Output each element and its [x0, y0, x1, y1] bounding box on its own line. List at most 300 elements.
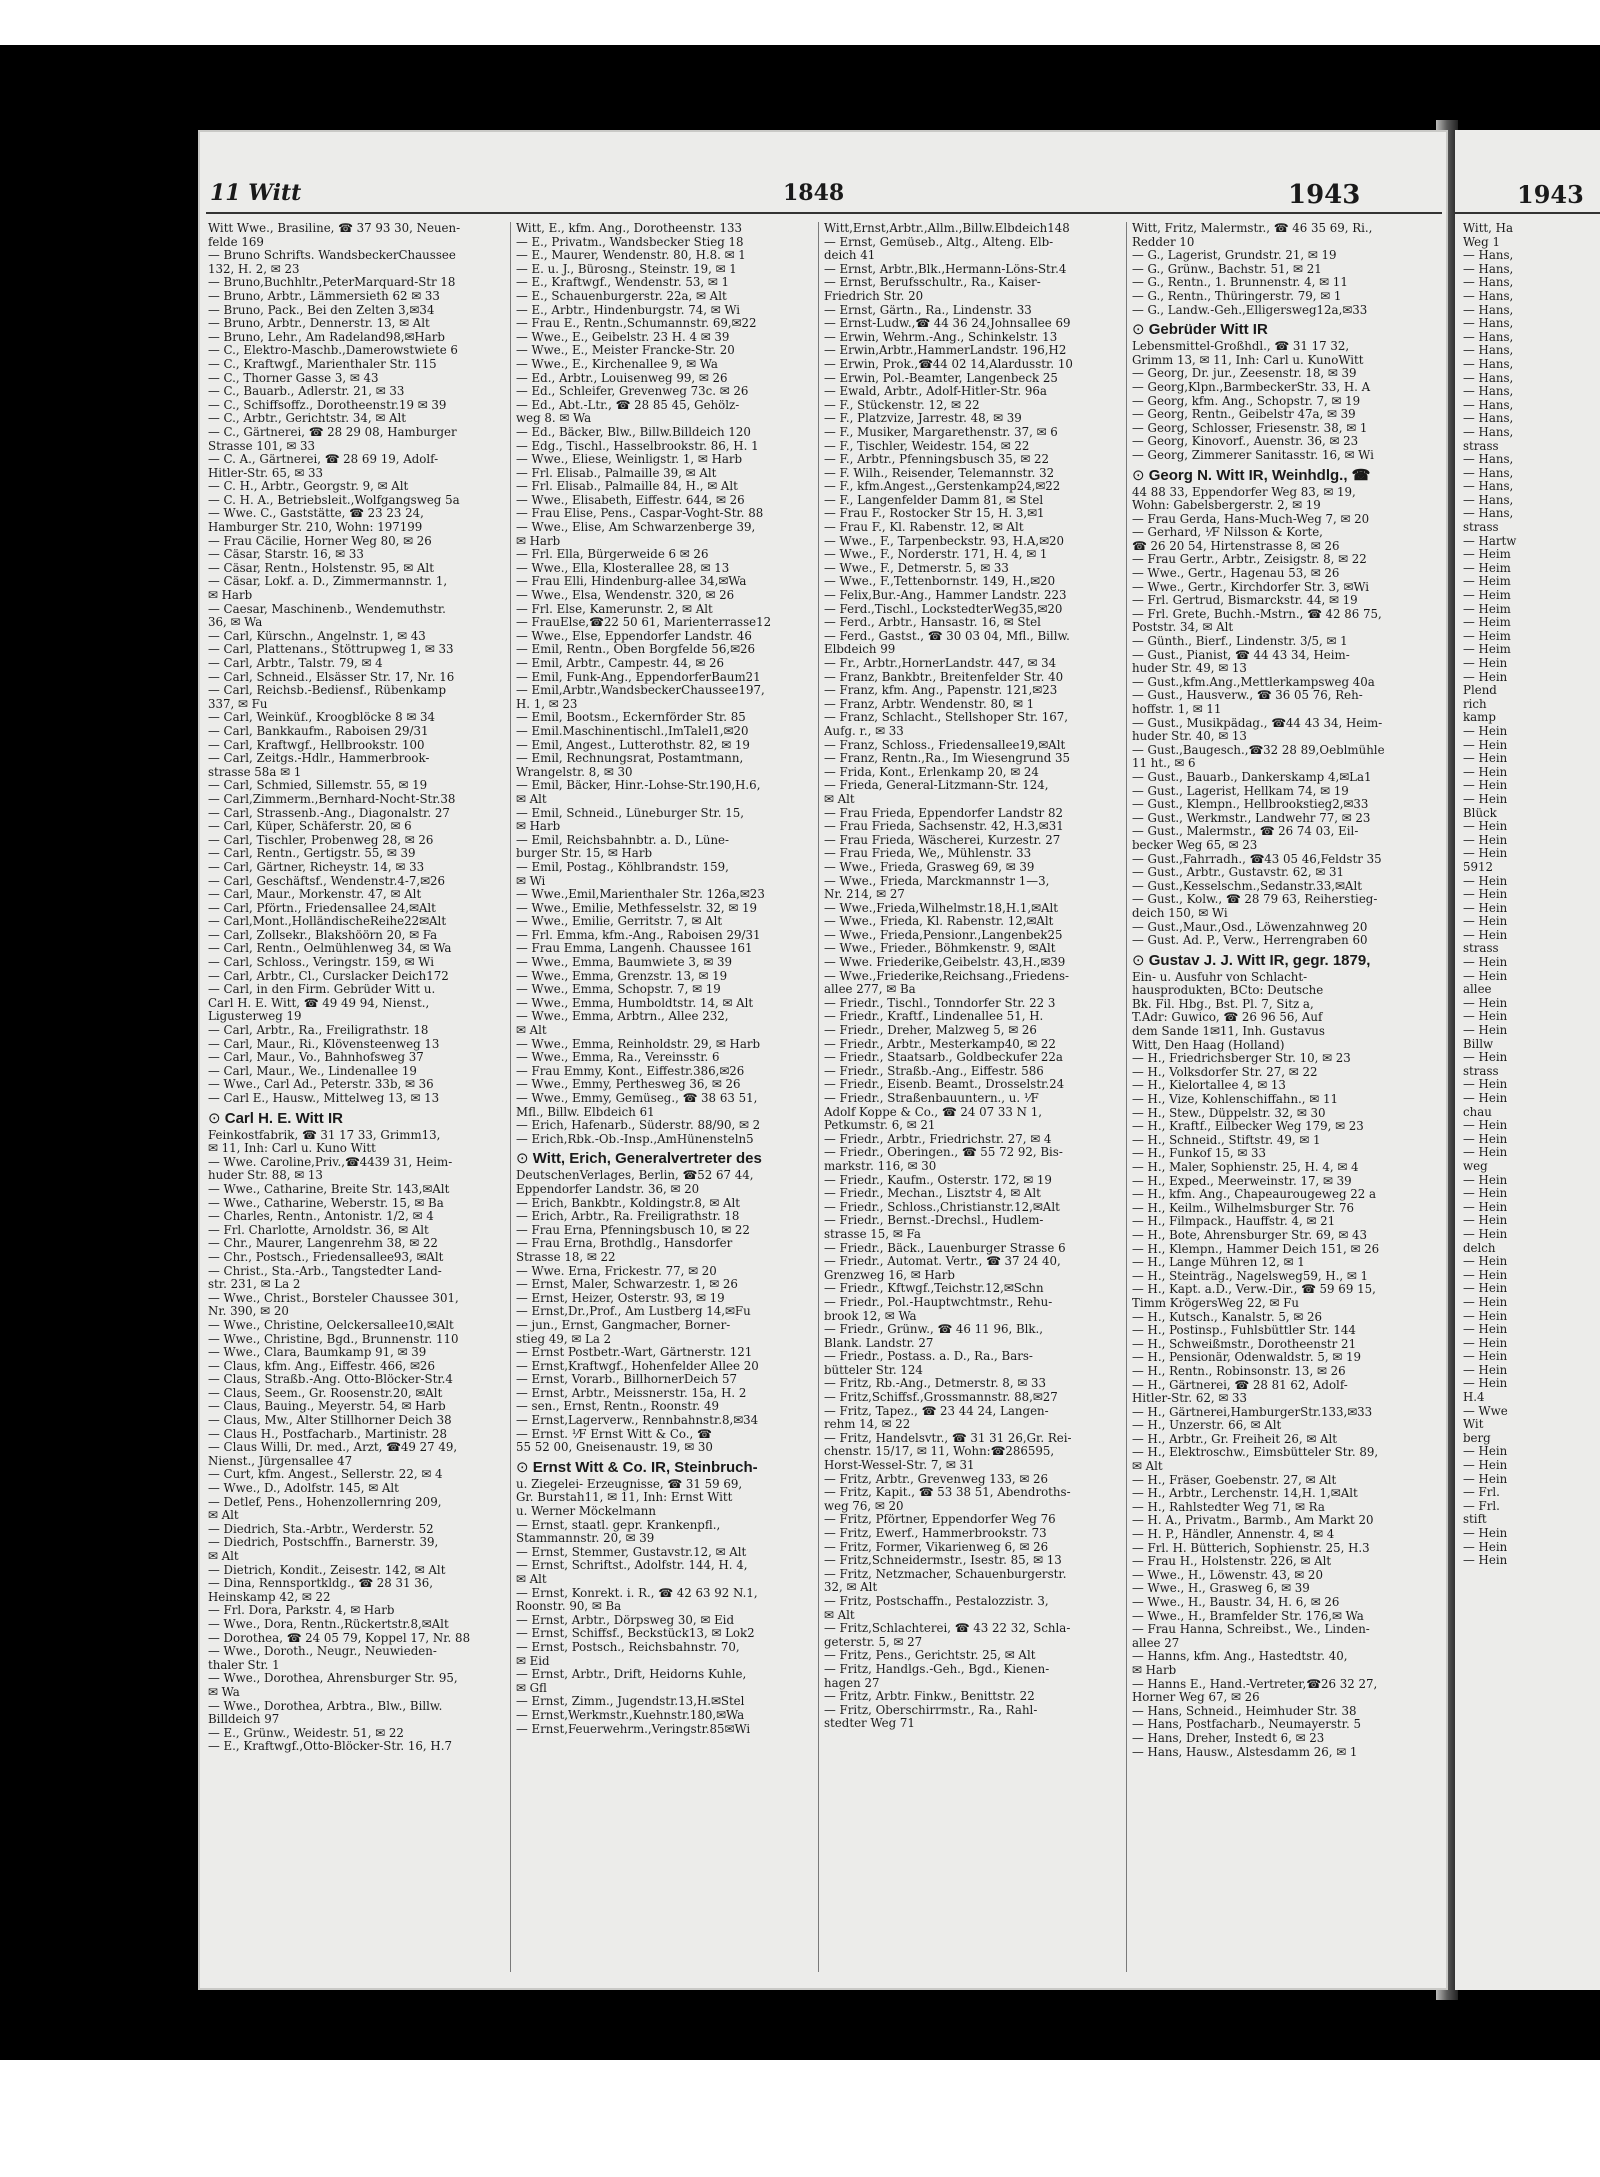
directory-entry: — Carl, in den Firm. Gebrüder Witt u.	[208, 983, 436, 997]
directory-entry: — H., Gärtnerei, ☎ 28 81 62, Adolf-	[1132, 1378, 1348, 1392]
directory-entry: — Friedr., Mechan., Lisztstr 4, ✉ Alt	[824, 1187, 1041, 1201]
directory-entry: — Claus, Mw., Alter Stillhorner Deich 38	[208, 1414, 452, 1428]
directory-entry: — Wwe., H., Baustr. 34, H. 6, ✉ 26	[1132, 1596, 1340, 1609]
directory-entry: stift	[1463, 1512, 1487, 1527]
directory-entry: — Fritz, Rb.-Ang., Detmerstr. 8, ✉ 33	[824, 1377, 1046, 1391]
directory-entry: Grenzweg 16, ✉ Harb	[824, 1268, 955, 1282]
directory-entry: markstr. 116, ✉ 30	[824, 1159, 937, 1173]
directory-entry: — Chr., Maurer, Langenrehm 38, ✉ 22	[208, 1237, 438, 1251]
directory-entry: — Hein	[1463, 1308, 1508, 1323]
directory-entry: — Wwe., F.,Tettenbornstr. 149, H.,✉20	[824, 575, 1056, 589]
column-divider	[1126, 222, 1127, 1972]
directory-entry: Ein- u. Ausfuhr von Schlacht-	[1132, 970, 1308, 984]
directory-entry: — Carl E., Hausw., Mittelweg 13, ✉ 13	[208, 1092, 440, 1105]
directory-entry: — Fritz, Arbtr. Finkw., Benittstr. 22	[824, 1690, 1035, 1704]
directory-entry: — Ernst-Ludw.,☎ 44 36 24,Johnsallee 69	[824, 317, 1071, 331]
directory-entry: ✉ Gfl	[516, 1681, 547, 1695]
directory-entry: — Wwe., Dorothea, Ahrensburger Str. 95,	[208, 1672, 458, 1686]
directory-entry: — Erwin, Wehrm.-Ang., Schinkelstr. 13	[824, 330, 1058, 344]
directory-entry: Poststr. 34, ✉ Alt	[1132, 621, 1234, 635]
directory-entry: — Frl. H. Bütterich, Sophienstr. 25, H.3	[1132, 1541, 1370, 1555]
directory-entry: — Ewald, Arbtr., Adolf-Hitler-Str. 96a	[824, 385, 1047, 399]
directory-entry: — Gust., Lagerist, Hellkam 74, ✉ 19	[1132, 784, 1349, 798]
directory-entry: 132, H. 2, ✉ 23	[208, 262, 300, 276]
directory-entry: — Hein	[1463, 1281, 1508, 1296]
directory-entry: ✉ Harb	[516, 820, 561, 834]
directory-entry: — Gust., Arbtr., Gustavstr. 62, ✉ 31	[1132, 866, 1344, 880]
directory-entry: — Gust., Kolw., ☎ 28 79 63, Reiherstieg-	[1132, 893, 1378, 907]
directory-entry: — H., Stew., Düppelstr. 32, ✉ 30	[1132, 1106, 1326, 1120]
directory-entry: — Hans, Dreher, Instedt 6, ✉ 23	[1132, 1731, 1325, 1745]
directory-entry: — Friedr., Staatsarb., Goldbeckufer 22a	[824, 1051, 1063, 1065]
directory-entry: — Wwe. Caroline,Priv.,☎4439 31, Heim-	[208, 1155, 453, 1169]
directory-entry: — E. u. J., Bürosng., Steinstr. 19, ✉ 1	[516, 262, 737, 276]
directory-entry: ✉ Wa	[208, 1685, 240, 1699]
directory-entry: — Wwe., Emma, Ra., Vereinsstr. 6	[516, 1051, 720, 1065]
directory-entry: — H., Gärtnerei,HamburgerStr.133,✉33	[1132, 1405, 1373, 1419]
directory-entry: — Ferd., Gastst., ☎ 30 03 04, Mfl., Billw.	[824, 629, 1070, 643]
directory-entry: — Wwe., Emma, Grenzstr. 13, ✉ 19	[516, 969, 728, 983]
directory-entry: — H., Arbtr., Lerchenstr. 14,H. 1,✉Alt	[1132, 1487, 1358, 1501]
directory-entry: — Wwe., E., Meister Francke-Str. 20	[516, 344, 735, 358]
directory-entry: — Hein	[1463, 1553, 1508, 1568]
directory-entry: — Carl, Schmied, Sillemstr. 55, ✉ 19	[208, 779, 428, 793]
directory-entry: Witt, Fritz, Malermstr., ☎ 46 35 69, Ri.,	[1132, 222, 1373, 235]
directory-entry: — Fritz, Oberschirrmstr., Ra., Rahl-	[824, 1703, 1038, 1717]
directory-entry: — Bruno, Lehr., Am Radeland98,✉Harb	[208, 330, 445, 344]
directory-entry: — Carl, Reichsb.-Bediensf., Rübenkamp	[208, 684, 447, 698]
directory-entry: — Wwe., Emmy, Perthesweg 36, ✉ 26	[516, 1078, 741, 1092]
directory-entry: — Carl, Küper, Schäferstr. 20, ✉ 6	[208, 820, 412, 834]
directory-entry: — Ed., Schleifer, Grevenweg 73c. ✉ 26	[516, 385, 749, 399]
directory-entry: — Hein	[1463, 1444, 1508, 1459]
directory-entry: — Friedr., Bernst.-Drechsl., Hudlem-	[824, 1214, 1044, 1228]
directory-entry: — Fritz, Pförtner, Eppendorfer Weg 76	[824, 1513, 1056, 1527]
firm-heading: ⊙ Georg N. Witt IR, Weinhdlg., ☎	[1132, 466, 1428, 486]
directory-entry: — Ernst, Arbtr., Meissnerstr. 15a, H. 2	[516, 1386, 747, 1400]
directory-entry: strass	[1463, 941, 1499, 956]
directory-entry: — Frau Gerda, Hans-Much-Weg 7, ✉ 20	[1132, 512, 1370, 526]
directory-entry: — Wwe., Elsa, Wendenstr. 320, ✉ 26	[516, 589, 735, 603]
directory-entry: — Hein	[1463, 764, 1508, 779]
directory-entry: — Christ., Sta.-Arb., Tangstedter Land-	[208, 1264, 442, 1278]
directory-entry: — Frau Erna, Brothdlg., Hansdorfer	[516, 1237, 733, 1251]
directory-entry: 55 52 00, Gneisenaustr. 19, ✉ 30	[516, 1441, 713, 1455]
directory-entry: — Ernst, Gemüseb., Altg., Alteng. Elb-	[824, 235, 1054, 249]
directory-entry: — Emil, Angest., Lutterothstr. 82, ✉ 19	[516, 738, 750, 752]
directory-entry: — Georg, Schlosser, Friesenstr. 38, ✉ 1	[1132, 421, 1368, 435]
directory-entry: felde 169	[208, 235, 264, 249]
directory-entry: — Ferd.,Tischl., LockstedterWeg35,✉20	[824, 602, 1063, 616]
directory-entry: — Wwe., Gertr., Kirchdorfer Str. 3, ✉Wi	[1132, 580, 1370, 594]
directory-entry: — Ernst, Schiffsf., Beckstück13, ✉ Lok2	[516, 1627, 755, 1641]
directory-column-2	[516, 222, 812, 1982]
directory-entry: — Wwe., Frieda, Kl. Rabenstr. 12,✉Alt	[824, 915, 1054, 929]
directory-entry: — Diedrich, Postschffn., Barnerstr. 39,	[208, 1536, 439, 1550]
directory-entry: — Hein	[1463, 1526, 1508, 1540]
directory-entry: strasse 58a ✉ 1	[208, 765, 302, 779]
directory-entry: H. 1, ✉ 23	[516, 697, 578, 711]
directory-entry: — Hein	[1463, 1226, 1508, 1241]
directory-entry: — Ernst, Berufsschultr., Ra., Kaiser-	[824, 276, 1041, 290]
directory-entry: Horst-Wessel-Str. 7, ✉ 31	[824, 1459, 975, 1473]
directory-entry: — Emil,Arbtr.,WandsbeckerChaussee197,	[516, 684, 765, 698]
directory-entry: — Wwe.,Frieda,Wilhelmstr.18,H.1,✉Alt	[824, 901, 1059, 915]
directory-entry: — F., Stückenstr. 12, ✉ 22	[824, 398, 980, 412]
directory-entry: — Friedr., Pol.-Hauptwchtmstr., Rehu-	[824, 1295, 1053, 1309]
directory-entry: — Hein	[1463, 751, 1508, 766]
directory-entry: — H., Steinträg., Nagelsweg59, H., ✉ 1	[1132, 1269, 1369, 1283]
directory-entry: — Hans, Hausw., Alstesdamm 26, ✉ 1	[1132, 1745, 1358, 1759]
directory-entry: Plend	[1463, 683, 1497, 698]
directory-entry: — Franz, Arbtr. Wendenstr. 80, ✉ 1	[824, 697, 1035, 711]
directory-entry: — G., Rentn., Thüringerstr. 79, ✉ 1	[1132, 289, 1342, 303]
directory-entry: — Frl.	[1463, 1485, 1500, 1500]
directory-entry: — Frau H., Holstenstr. 226, ✉ Alt	[1132, 1555, 1332, 1569]
directory-entry: — C., Bauarb., Adlerstr. 21, ✉ 33	[208, 385, 405, 399]
directory-entry: — Frau Frieda, Eppendorfer Landstr 82	[824, 806, 1063, 820]
directory-entry: — Bruno, Arbtr., Dennerstr. 13, ✉ Alt	[208, 317, 430, 331]
directory-entry: — F., kfm.Angest.,,Gerstenkamp24,✉22	[824, 480, 1061, 494]
directory-entry: — Hein	[1463, 1199, 1508, 1214]
directory-entry: becker Weg 65, ✉ 23	[1132, 838, 1258, 852]
directory-entry: — Fritz, Handelsvtr., ☎ 31 31 26,Gr. Rei-	[824, 1431, 1072, 1445]
directory-entry: — Wwe., Emma, Baumwiete 3, ✉ 39	[516, 956, 732, 970]
directory-entry: — Frieda, General-Litzmann-Str. 124,	[824, 779, 1049, 793]
directory-entry: — F., Tischler, Weidestr. 154, ✉ 22	[824, 439, 1030, 453]
directory-entry: strass	[1463, 520, 1499, 535]
directory-entry: ✉ Wi	[516, 874, 546, 888]
directory-entry: — Gust.,Kesselschm.,Sedanstr.33,✉Alt	[1132, 879, 1362, 893]
directory-entry: — Hans,	[1463, 384, 1514, 399]
directory-entry: deich 150, ✉ Wi	[1132, 906, 1228, 920]
directory-entry: — Franz, Schloss., Friedensallee19,✉Alt	[824, 738, 1066, 752]
directory-entry: Witt,Ernst,Arbtr.,Allm.,Billw.Elbdeich148	[824, 222, 1070, 235]
directory-entry: — Emil, Schneid., Lüneburger Str. 15,	[516, 806, 744, 820]
directory-entry: — Claus, Bauing., Meyerstr. 54, ✉ Harb	[208, 1400, 446, 1414]
directory-entry: — H., Arbtr., Gr. Freiheit 26, ✉ Alt	[1132, 1432, 1337, 1446]
directory-entry: — Friedr., Kftwgf.,Teichstr.12,✉Schn	[824, 1282, 1044, 1296]
directory-entry: chenstr. 15/17, ✉ 11, Wohn:☎286595,	[824, 1445, 1055, 1459]
directory-entry: — Fritz,Schneidermstr., Isestr. 85, ✉ 13	[824, 1554, 1062, 1568]
directory-entry: weg 8. ✉ Wa	[516, 412, 592, 426]
directory-entry: — Georg, kfm. Ang., Schopstr. 7, ✉ 19	[1132, 394, 1361, 408]
firm-heading: ⊙ Ernst Witt & Co. IR, Steinbruch-	[516, 1458, 812, 1478]
directory-entry: — Emil, Rechnungsrat, Postamtmann,	[516, 752, 744, 766]
firm-heading: ⊙ Carl H. E. Witt IR	[208, 1109, 504, 1129]
directory-entry: ✉ 11, Inh: Carl u. Kuno Witt	[208, 1142, 376, 1156]
firm-heading: ⊙ Witt, Erich, Generalvertreter des	[516, 1149, 812, 1169]
directory-entry: — H., Volksdorfer Str. 27, ✉ 22	[1132, 1065, 1318, 1079]
directory-entry: — Gust., Malermstr., ☎ 26 74 03, Eil-	[1132, 825, 1359, 839]
directory-entry: — Carl, Rentn., Gertigstr. 55, ✉ 39	[208, 847, 416, 861]
directory-entry: Hitler-Str. 62, ✉ 33	[1132, 1392, 1248, 1406]
directory-entry: — H., Klempn., Hammer Deich 151, ✉ 26	[1132, 1242, 1380, 1256]
directory-entry: Witt, Ha	[1463, 222, 1513, 235]
directory-entry: — Frau F., Rostocker Str 15, H. 3,✉1	[824, 507, 1045, 521]
directory-entry: — Fritz, Arbtr., Grevenweg 133, ✉ 26	[824, 1472, 1048, 1486]
directory-entry: — Carl, Bankkaufm., Raboisen 29/31	[208, 724, 429, 738]
directory-entry: hoffstr. 1, ✉ 11	[1132, 703, 1222, 716]
directory-entry: — Carl, Maur., Vo., Bahnhofsweg 37	[208, 1051, 424, 1065]
directory-entry: — Hans,	[1463, 506, 1514, 521]
directory-entry: — Ernst, Arbtr., Dörpsweg 30, ✉ Eid	[516, 1613, 735, 1627]
directory-entry: — Ernst, Maler, Schwarzestr. 1, ✉ 26	[516, 1278, 738, 1292]
directory-entry: — Wwe., F., Detmerstr. 5, ✉ 33	[824, 561, 1009, 575]
directory-entry: DeutschenVerlages, Berlin, ☎52 67 44,	[516, 1169, 754, 1183]
directory-entry: — C., Arbtr., Gerichtstr. 34, ✉ Alt	[208, 412, 407, 426]
directory-entry: rehm 14, ✉ 22	[824, 1418, 911, 1432]
directory-entry: — Hans,	[1463, 397, 1514, 412]
directory-entry: 44 88 33, Eppendorfer Weg 83, ✉ 19,	[1132, 485, 1356, 499]
directory-entry: — H., Keilm., Wilhelmsburger Str. 76	[1132, 1201, 1354, 1215]
directory-entry: — Carl, Schneid., Elsässer Str. 17, Nr. 16	[208, 670, 455, 684]
directory-entry: Nr. 214, ✉ 27	[824, 888, 905, 902]
directory-entry: — Erwin, Prok.,☎44 02 14,Alardusstr. 10	[824, 357, 1073, 371]
directory-entry: — Ernst Postbetr.-Wart, Gärtnerstr. 121	[516, 1346, 753, 1360]
directory-entry: — Friedr., Dreher, Malzweg 5, ✉ 26	[824, 1024, 1037, 1038]
directory-entry: — Hein	[1463, 1376, 1508, 1391]
directory-entry: — Wwe., Gertr., Hagenau 53, ✉ 26	[1132, 567, 1340, 581]
directory-entry: — Caesar, Maschinenb., Wendemuthstr.	[208, 602, 446, 616]
directory-entry: — Hans,	[1463, 275, 1514, 290]
directory-entry: — Friedr., Oberingen., ☎ 55 72 92, Bis-	[824, 1146, 1063, 1160]
directory-entry: — Frau Emmy, Kont., Eiffestr.386,✉26	[516, 1064, 745, 1078]
column-divider	[510, 222, 511, 1972]
directory-entry: — Wwe., Elise, Am Schwarzenberge 39,	[516, 521, 756, 535]
directory-entry: — Hein	[1463, 1349, 1508, 1364]
directory-entry: — Hein	[1463, 1050, 1508, 1065]
directory-entry: — Hans,	[1463, 356, 1514, 371]
directory-entry: — Hans,	[1463, 492, 1514, 507]
directory-entry: — C., Elektro-Maschb.,Damerowstwiete 6	[208, 344, 458, 358]
directory-entry: — Hein	[1463, 1254, 1508, 1269]
directory-entry: — Friedr., Bäck., Lauenburger Strasse 6	[824, 1241, 1066, 1255]
directory-entry: — Wwe., Doroth., Neugr., Neuwieden-	[208, 1645, 437, 1659]
directory-entry: — Carl, Strassenb.-Ang., Diagonalstr. 27	[208, 806, 450, 820]
directory-entry: — Friedr., Schloss.,Christianstr.12,✉Alt	[824, 1200, 1060, 1214]
directory-entry: — Wwe., Frieda, Marckmannstr 1—3,	[824, 874, 1050, 888]
directory-entry: — Hein	[1463, 927, 1508, 942]
directory-entry: — Edg., Tischl., Hasselbrookstr. 86, H. 1	[516, 439, 759, 453]
directory-entry: ☎ 26 20 54, Hirtenstrasse 8, ✉ 26	[1132, 539, 1340, 553]
directory-entry: — Hein	[1463, 900, 1508, 915]
directory-entry: delch	[1463, 1240, 1496, 1255]
directory-entry: — Carl, Weinküf., Kroogblöcke 8 ✉ 34	[208, 711, 435, 725]
directory-entry: — Hein	[1463, 1186, 1508, 1201]
directory-entry: — Hein	[1463, 1322, 1508, 1337]
directory-entry: — C., Schiffsoffz., Dorotheenstr.19 ✉ 39	[208, 398, 447, 412]
directory-entry: — Friedr., Postass. a. D., Ra., Bars-	[824, 1350, 1033, 1364]
directory-entry: — Hans, Schneid., Heimhuder Str. 38	[1132, 1704, 1357, 1718]
directory-entry: — Wwe., Emma, Schopstr. 7, ✉ 19	[516, 983, 721, 997]
directory-entry: — C. A., Gärtnerei, ☎ 28 69 19, Adolf-	[208, 453, 439, 467]
directory-entry: — Frau Frieda, We,, Mühlenstr. 33	[824, 847, 1032, 861]
directory-entry: — Erich, Bankbtr., Koldingstr.8, ✉ Alt	[516, 1196, 741, 1210]
directory-entry: — Hein	[1463, 887, 1508, 902]
directory-entry: — Carl, Zeitgs.-Hdlr., Hammerbrook-	[208, 752, 430, 766]
directory-entry: Hitler-Str. 65, ✉ 33	[208, 466, 324, 480]
directory-entry: — Hein	[1463, 846, 1508, 861]
directory-entry: — Wwe. C., Gaststätte, ☎ 23 23 24,	[208, 507, 424, 521]
directory-entry: — Gust., Pianist, ☎ 44 43 34, Heim-	[1132, 648, 1350, 662]
directory-entry: — Hein	[1463, 737, 1508, 752]
directory-entry: — H., Elektroschw., Eimsbütteler Str. 89,	[1132, 1446, 1379, 1460]
directory-entry: — Hein	[1463, 968, 1508, 983]
directory-entry: — Ernst, Gärtn., Ra., Lindenstr. 33	[824, 303, 1032, 317]
directory-entry: — Hein	[1463, 1077, 1508, 1092]
directory-entry: — Hanns E., Hand.-Vertreter,☎26 32 27,	[1132, 1677, 1378, 1691]
directory-entry: — Ferd., Arbtr., Hansastr. 16, ✉ Stel	[824, 616, 1041, 630]
directory-entry: — Dorothea, ☎ 24 05 79, Koppel 17, Nr. 88	[208, 1631, 471, 1645]
directory-entry: — C., Kraftwgf., Marienthaler Str. 115	[208, 357, 437, 371]
directory-entry: — Heim	[1463, 588, 1511, 603]
directory-entry: — Carl, Arbtr., Cl., Curslacker Deich172	[208, 969, 449, 983]
directory-entry: — Emil, Bäcker, Hinr.-Lohse-Str.190,H.6,	[516, 779, 761, 793]
directory-entry: — Wwe. Friederike,Geibelstr. 43,H.,✉39	[824, 956, 1066, 970]
directory-entry: Carl H. E. Witt, ☎ 49 49 94, Nienst.,	[208, 996, 430, 1010]
directory-entry: Billw	[1463, 1036, 1494, 1051]
directory-entry: — Cäsar, Starstr. 16, ✉ 33	[208, 548, 364, 562]
directory-entry: — Fritz, Ewerf., Hammerbrookstr. 73	[824, 1527, 1047, 1540]
directory-entry: — Cäsar, Rentn., Holstenstr. 95, ✉ Alt	[208, 561, 434, 575]
directory-entry: — Hein	[1463, 1362, 1508, 1377]
directory-entry: thaler Str. 1	[208, 1658, 280, 1672]
directory-entry: — Carl, Rentn., Oelmühlenweg 34, ✉ Wa	[208, 942, 452, 956]
directory-entry: ✉ Eid	[516, 1654, 550, 1668]
directory-entry: ✉ Alt	[208, 1550, 239, 1563]
directory-entry: — Heim	[1463, 547, 1511, 562]
directory-entry: — Frl. Grete, Buchh.-Mstrn., ☎ 42 86 75,	[1132, 607, 1382, 621]
directory-entry: — FrauElse,☎22 50 61, Marienterrasse12	[516, 616, 772, 630]
directory-entry: strass	[1463, 1063, 1499, 1078]
directory-entry: — Franz, Bankbtr., Breitenfelder Str. 40	[824, 670, 1064, 684]
directory-entry: Strasse 18, ✉ 22	[516, 1250, 616, 1264]
directory-entry: — Günth., Bierf., Lindenstr. 3/5, ✉ 1	[1132, 635, 1348, 649]
directory-entry: — Wwe., Emma, Arbtrn., Allee 232,	[516, 1010, 729, 1024]
directory-entry: — Wwe., F., Tarpenbeckstr. 93, H.A,✉20	[824, 534, 1064, 548]
directory-entry: — Erwin, Pol.-Beamter, Langenbeck 25	[824, 371, 1058, 385]
directory-entry: — Wwe., H., Bramfelder Str. 176,✉ Wa	[1132, 1609, 1364, 1623]
directory-entry: Nienst., Jürgensallee 47	[208, 1454, 353, 1468]
directory-entry: — Hein	[1463, 1091, 1508, 1105]
directory-entry: Petkumstr. 6, ✉ 21	[824, 1119, 936, 1133]
directory-entry: — Hein	[1463, 791, 1508, 806]
directory-entry: — Wwe., Christine, Bgd., Brunnenstr. 110	[208, 1332, 459, 1346]
directory-entry: — Ernst, Arbtr., Drift, Heidorns Kuhle,	[516, 1668, 747, 1682]
directory-entry: — Wwe. Erna, Frickestr. 77, ✉ 20	[516, 1264, 717, 1278]
directory-entry: allee 27	[1132, 1636, 1180, 1650]
directory-entry: — Frau Erna, Pfenningsbusch 10, ✉ 22	[516, 1223, 750, 1237]
directory-entry: — Claus, kfm. Ang., Eiffestr. 466, ✉26	[208, 1359, 435, 1373]
directory-entry: — Friedr., Eisenb. Beamt., Drosselstr.24	[824, 1078, 1065, 1092]
next-page-year: 1943	[1517, 180, 1584, 209]
directory-entry: — Heim	[1463, 642, 1511, 657]
page-year: 1943	[1288, 180, 1361, 210]
directory-entry: — Claus, Seem., Gr. Roosenstr.20, ✉Alt	[208, 1386, 443, 1400]
directory-entry: — Friedr., Kaufm., Osterstr. 172, ✉ 19	[824, 1173, 1052, 1187]
directory-entry: Bk. Fil. Hbg., Bst. Pl. 7, Sitz a,	[1132, 997, 1314, 1011]
directory-entry: — H., Pensionär, Odenwaldstr. 5, ✉ 19	[1132, 1351, 1362, 1365]
directory-entry: — Heim	[1463, 615, 1511, 630]
directory-entry: — Georg,Klpn.,BarmbeckerStr. 33, H. A	[1132, 380, 1371, 394]
directory-entry: — H., Filmpack., Hauffstr. 4, ✉ 21	[1132, 1215, 1336, 1229]
directory-entry: — Bruno Schrifts. WandsbeckerChaussee	[208, 249, 456, 263]
directory-entry: — Friedr., Grünw., ☎ 46 11 96, Blk.,	[824, 1323, 1044, 1337]
directory-entry: — F., Arbtr., Pfenningsbusch 35, ✉ 22	[824, 453, 1049, 467]
directory-entry: ✉ Alt	[208, 1509, 239, 1523]
directory-entry: — Ernst,Lagerverw., Rennbahnstr.8,✉34	[516, 1414, 759, 1428]
directory-entry: — Erich,Rbk.-Ob.-Insp.,AmHünensteln5	[516, 1132, 754, 1146]
directory-entry: 36, ✉ Wa	[208, 616, 263, 630]
directory-entry: — Gust., Werkmstr., Landwehr 77, ✉ 23	[1132, 811, 1371, 825]
directory-entry: — Wwe., D., Adolfstr. 145, ✉ Alt	[208, 1482, 399, 1496]
directory-entry: hagen 27	[824, 1676, 880, 1690]
directory-entry: — Carl, Schloss., Veringstr. 159, ✉ Wi	[208, 956, 434, 970]
directory-entry: — Frl. Emma, kfm.-Ang., Raboisen 29/31	[516, 928, 761, 942]
firm-heading: ⊙ Gustav J. J. Witt IR, gegr. 1879,	[1132, 951, 1428, 971]
directory-entry: — G., Rentn., 1. Brunnenstr. 4, ✉ 11	[1132, 276, 1348, 290]
directory-entry: — Hans,	[1463, 479, 1514, 494]
directory-entry: — Frl. Ella, Bürgerweide 6 ✉ 26	[516, 548, 709, 562]
directory-entry: — H. P., Händler, Annenstr. 4, ✉ 4	[1132, 1528, 1335, 1542]
directory-entry: — E., Maurer, Wendenstr. 80, H.8. ✉ 1	[516, 249, 746, 263]
directory-entry: — Carl, Maur., Morkenstr. 47, ✉ Alt	[208, 888, 422, 902]
directory-entry: Blank. Landstr. 27	[824, 1336, 934, 1350]
directory-entry: allee	[1463, 982, 1492, 997]
directory-column-3	[824, 222, 1120, 1982]
directory-entry: — C., Gärtnerei, ☎ 28 29 08, Hamburger	[208, 425, 457, 439]
directory-entry: — Frau Gertr., Arbtr., Zeisigstr. 8, ✉ 22	[1132, 553, 1367, 567]
directory-entry: — Carl, Kraftwgf., Hellbrookstr. 100	[208, 738, 425, 752]
directory-entry: — Frau Elli, Hindenburg-allee 34,✉Wa	[516, 575, 747, 589]
directory-entry: — C. H., Arbtr., Georgstr. 9, ✉ Alt	[208, 480, 409, 494]
directory-entry: — Emil, Arbtr., Campestr. 44, ✉ 26	[516, 657, 725, 670]
directory-entry: — Hein	[1463, 778, 1508, 793]
directory-entry: — Hans,	[1463, 316, 1514, 331]
directory-entry: — Ernst,Feuerwehrm.,Veringstr.85✉Wi	[516, 1722, 751, 1736]
directory-page	[198, 130, 1448, 1990]
directory-entry: — Wwe., Carl Ad., Peterstr. 33b, ✉ 36	[208, 1078, 434, 1092]
directory-entry: — Ed., Bäcker, Blw., Billw.Billdeich 120	[516, 425, 751, 439]
directory-entry: — Friedr., Arbtr., Friedrichstr. 27, ✉ 4	[824, 1132, 1052, 1146]
directory-entry: — H., kfm. Ang., Chapeaurougeweg 22 a	[1132, 1188, 1377, 1202]
directory-entry: Ligusterweg 19	[208, 1010, 302, 1024]
directory-entry: — Claus H., Postfacharb., Martinistr. 28	[208, 1427, 448, 1441]
directory-entry: — Wwe., Frieda,Pensionr.,Langenbek25	[824, 928, 1063, 942]
page-header-left: 11 Witt	[210, 180, 302, 206]
directory-entry: — Erwin,Arbtr.,HammerLandstr. 196,H2	[824, 344, 1067, 358]
directory-entry: — Wwe., Emma, Humboldtstr. 14, ✉ Alt	[516, 996, 754, 1010]
plastic-covered-label: Plastic Covered Document	[130, 591, 163, 973]
directory-entry: — Wwe., Else, Eppendorfer Landstr. 46	[516, 629, 752, 643]
directory-entry: — Frl. Dora, Parkstr. 4, ✉ Harb	[208, 1604, 395, 1618]
directory-entry: Adolf Koppe & Co., ☎ 24 07 33 N 1,	[824, 1105, 1042, 1119]
directory-entry: — Gust. Ad. P., Verw., Herrengraben 60	[1132, 934, 1368, 948]
directory-entry: weg	[1463, 1158, 1488, 1173]
directory-entry: — Fritz, Former, Vikarienweg 6, ✉ 26	[824, 1540, 1049, 1554]
directory-entry: — Carl, Kürschn., Angelnstr. 1, ✉ 43	[208, 629, 426, 643]
directory-entry: — H., Funkof 15, ✉ 33	[1132, 1147, 1266, 1161]
directory-entry: hausprodukten, BCto: Deutsche	[1132, 984, 1324, 998]
directory-entry: Eppendorfer Landstr. 36, ✉ 20	[516, 1182, 700, 1196]
directory-entry: — Hans, Postfacharb., Neumayerstr. 5	[1132, 1718, 1362, 1732]
directory-entry: — Franz, Rentn.,Ra., Im Wiesengrund 35	[824, 752, 1071, 766]
column-divider	[818, 222, 819, 1972]
directory-entry: — Gust., Bauarb., Dankerskamp 4,✉La1	[1132, 770, 1372, 784]
directory-entry: — Wwe., Emmy, Gemüseg., ☎ 38 63 51,	[516, 1092, 758, 1105]
directory-entry: — Hein	[1463, 1539, 1508, 1554]
